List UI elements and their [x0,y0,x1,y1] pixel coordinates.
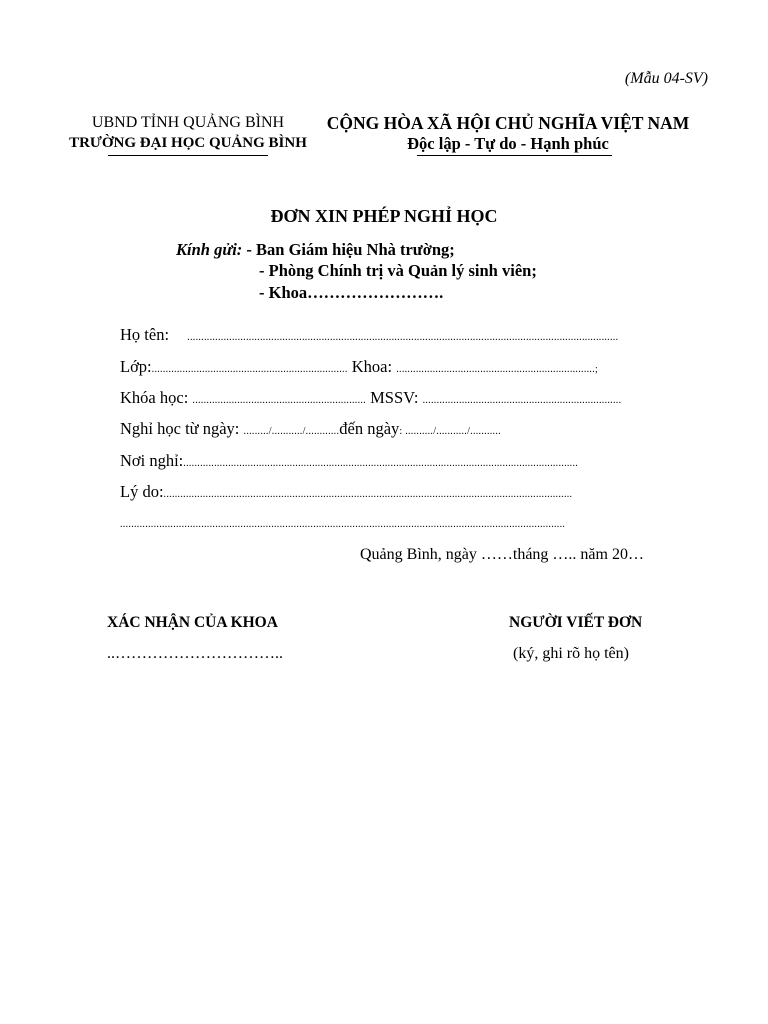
recipient-board: - Ban Giám hiệu Nhà trường; [246,240,455,259]
faculty-confirmation-title: XÁC NHẬN CỦA KHOA [107,614,278,631]
to-date-label: đến ngày [339,419,400,438]
national-title: CỘNG HÒA XÃ HỘI CHỦ NGHĨA VIỆT NAM [326,113,690,133]
student-id-field[interactable]: ....................................................................... [422,395,622,406]
faculty-label: Khoa: [351,357,393,376]
course-field[interactable]: .............................................................. [192,395,367,406]
recipient-line-1 [176,240,455,260]
place-row [120,451,578,471]
date-row [120,419,501,439]
place-field[interactable]: ............................................................................................................................................. [183,458,579,469]
class-row [120,357,598,377]
class-label: Lớp: [120,357,152,376]
course-label: Khóa học: [120,388,189,407]
document-title: ĐƠN XIN PHÉP NGHỈ HỌC [270,206,498,226]
university-underline [108,155,268,156]
name-field[interactable]: .......................................................................................................................................................... [187,332,619,343]
issuer-university: TRƯỜNG ĐẠI HỌC QUẢNG BÌNH [69,135,307,151]
faculty-field[interactable]: .......................................................................; [396,364,599,375]
issuer-province: UBND TỈNH QUẢNG BÌNH [91,114,285,131]
faculty-signature-line[interactable]: ..………………………….. [107,645,283,662]
reason-row [120,482,572,502]
national-motto: Độc lập - Tự do - Hạnh phúc [407,134,609,153]
class-field[interactable]: ...................................................................... [151,364,348,375]
place-label: Nơi nghỉ: [120,451,184,470]
from-date-field[interactable]: ........./.........../............ [243,426,340,437]
recipient-faculty: - Khoa……………………. [259,283,444,302]
from-date-label: Nghỉ học từ ngày: [120,419,240,438]
form-code: (Mẫu 04-SV) [624,70,708,87]
reason-continuation-field[interactable]: ............................................................................................................................................................... [120,519,566,530]
reason-label: Lý do: [120,482,164,501]
name-row [120,325,618,345]
date-place-line: Quảng Bình, ngày ……tháng ….. năm 20… [360,546,644,563]
course-row [120,388,621,408]
name-label: Họ tên: [120,325,170,344]
recipient-label: Kính gửi: [176,240,243,259]
student-id-label: MSSV: [370,388,419,407]
motto-underline [417,155,612,156]
applicant-signature-note: (ký, ghi rõ họ tên) [513,645,629,662]
to-date-field[interactable]: : ........../.........../........... [399,426,501,437]
recipient-department: - Phòng Chính trị và Quản lý sinh viên; [259,261,537,280]
applicant-title: NGƯỜI VIẾT ĐƠN [509,614,643,631]
reason-field[interactable]: .................................................................................................................................................. [163,489,573,500]
reason-continuation-row [120,512,565,532]
